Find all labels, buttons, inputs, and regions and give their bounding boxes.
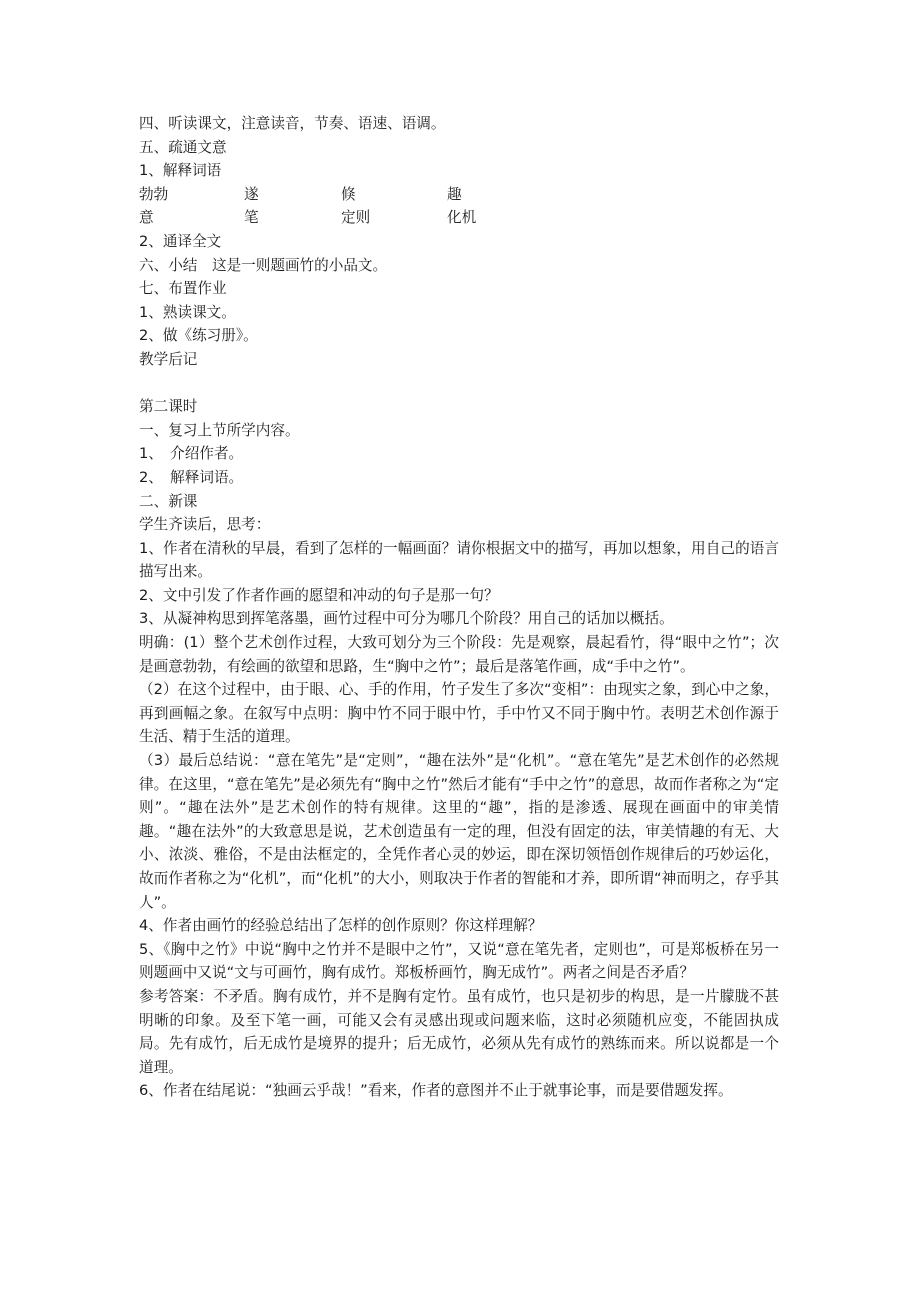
- blank-line: [139, 372, 779, 396]
- answer-paragraph: （2）在这个过程中，由于眼、心、手的作用，竹子发生了多次“变相”：由现实之象，到心中之象，再到画幅之象。在叙写中点明：胸中竹不同于眼中竹，手中竹又不同于胸中竹。表明艺术创作源于生活、精于生活的道理。: [139, 681, 779, 746]
- section-heading: 五、疏通文意: [139, 138, 227, 156]
- vocab-word: 倏: [341, 185, 356, 203]
- vocab-word: 定则: [341, 209, 371, 227]
- text-line: 1、 介绍作者。: [139, 445, 244, 463]
- answer-paragraph: （3）最后总结说：“意在笔先”是“定则”，“趣在法外”是“化机”。“意在笔先”是艺术创作的必然规律。在这里，“意在笔先”是必须先有“胸中之竹”然后才能有“手中之竹”的意思，故而作者称之为“定则”。“趣在法外”是艺术创作的特有规律。这里的“趣”，指的是渗透、展现在画面中的审美情趣。“趣在法外”的大致意思是说，艺术创造虽有一定的理，但没有固定的法，审美情趣的有无、大小、浓淡、雅俗，不是由法框定的，全凭作者心灵的妙运，即在深切领悟创作规律后的巧妙运化，故而作者称之为“化机”，而“化机”的大小，则取决于作者的智能和才养，即所谓“神而明之，存乎其人”。: [139, 752, 779, 911]
- text-line: 2、 解释词语。: [139, 468, 244, 486]
- text-line: 1、熟读课文。: [139, 303, 236, 321]
- question-paragraph: 5、《胸中之竹》中说“胸中之竹并不是眼中之竹”，又说“意在笔先者，定则也”，可是郑板桥在另一则题画中又说“文与可画竹，胸有成竹。郑板桥画竹，胸无成竹”。两者之间是否矛盾？: [139, 940, 779, 982]
- text-line: 教学后记: [139, 350, 198, 368]
- answer-paragraph: 明确：(1）整个艺术创作过程，大致可划分为三个阶段：先是观察，晨起看竹，得“眼中之竹”；次是画意勃勃，有绘画的欲望和思路，生“胸中之竹”；最后是落笔作画，成“手中之竹”。: [139, 634, 779, 675]
- vocab-word: 笔: [244, 209, 259, 227]
- text-line: 1、解释词语: [139, 162, 222, 180]
- text-line: 2、通译全文: [139, 232, 222, 250]
- lesson-heading: 第二课时: [139, 398, 198, 416]
- answer-paragraph: 参考答案：不矛盾。胸有成竹，并不是胸有定竹。虽有成竹，也只是初步的构思，是一片朦胧不甚明晰的印象。及至下笔一画，可能又会有灵感出现或问题来临，这时必须随机应变，不能固执成局。先有成竹，后无成竹是境界的提升；后无成竹，必须从先有成竹的熟练而来。所以说都是一个道理。: [139, 987, 779, 1076]
- vocab-word: 勃勃: [139, 185, 169, 203]
- question-paragraph: 4、作者由画竹的经验总结出了怎样的创作原则？你这样理解？: [139, 917, 543, 935]
- question-paragraph: 6、作者在结尾说：“独画云乎哉！”看来，作者的意图并不止于就事论事，而是要借题发挥。: [139, 1082, 733, 1100]
- vocab-word: 化机: [447, 209, 477, 227]
- vocab-word: 意: [139, 209, 154, 227]
- section-heading: 一、复习上节所学内容。: [139, 421, 300, 439]
- vocab-row: [139, 206, 779, 230]
- section-heading: 二、新课: [139, 492, 198, 510]
- question-paragraph: 1、作者在清秋的早晨，看到了怎样的一幅画面？请你根据文中的描写，再加以想象，用自己的语言描写出来。: [139, 539, 779, 581]
- text-line: 2、做《练习册》。: [139, 327, 258, 345]
- document-page: [139, 112, 779, 1103]
- section-heading: 七、布置作业: [139, 280, 227, 298]
- text-line: 四、听读课文，注意读音，节奏、语速、语调。: [139, 115, 446, 132]
- question-paragraph: 3、从凝神构思到挥笔落墨，画竹过程中可分为哪几个阶段？用自己的话加以概括。: [139, 610, 674, 628]
- vocab-row: [139, 183, 779, 207]
- vocab-word: 趣: [447, 185, 462, 203]
- vocab-word: 遂: [244, 185, 259, 203]
- text-line: 学生齐读后，思考：: [139, 516, 271, 534]
- section-heading: 六、小结 这是一则题画竹的小品文。: [139, 256, 388, 274]
- question-paragraph: 2、文中引发了作者作画的愿望和冲动的句子是那一句？: [139, 586, 499, 604]
